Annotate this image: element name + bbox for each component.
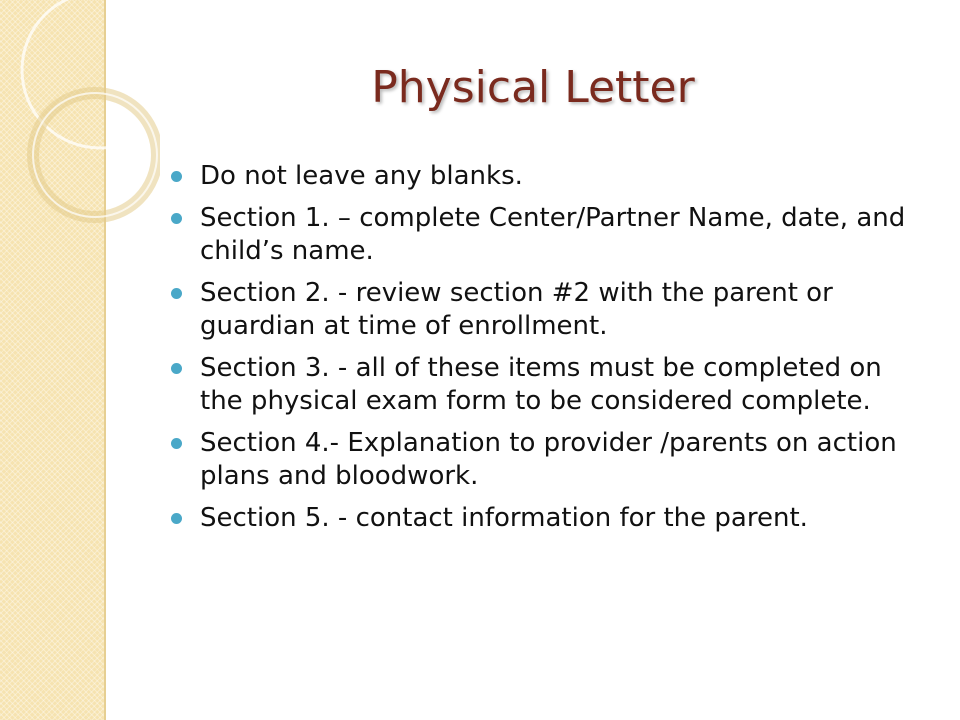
bullet-dot-icon [171, 513, 182, 524]
bullet-text: Section 1. – complete Center/Partner Name, date, and child’s name. [200, 203, 906, 266]
bullet-item [171, 502, 931, 535]
bullet-text: Section 3. - all of these items must be completed on the physical exam form to be considered complete. [200, 353, 882, 416]
bullet-text: Section 4.- Explanation to provider /parents on action plans and bloodwork. [200, 428, 897, 491]
bullet-dot-icon [171, 213, 182, 224]
slide-title: Physical Letter [371, 62, 695, 113]
bullet-text: Section 2. - review section #2 with the parent or guardian at time of enrollment. [200, 278, 833, 341]
bullet-text: Section 5. - contact information for the parent. [200, 503, 808, 533]
bullet-item [171, 427, 931, 493]
bullet-dot-icon [171, 438, 182, 449]
bullet-item [171, 160, 931, 193]
bullet-dot-icon [171, 288, 182, 299]
bullet-item [171, 352, 931, 418]
bullet-item [171, 277, 931, 343]
bullet-dot-icon [171, 171, 182, 182]
bullet-text: Do not leave any blanks. [200, 161, 523, 191]
bullet-item [171, 202, 931, 268]
bullet-dot-icon [171, 363, 182, 374]
decorative-side-panel [0, 0, 106, 720]
bullet-list [171, 160, 931, 544]
